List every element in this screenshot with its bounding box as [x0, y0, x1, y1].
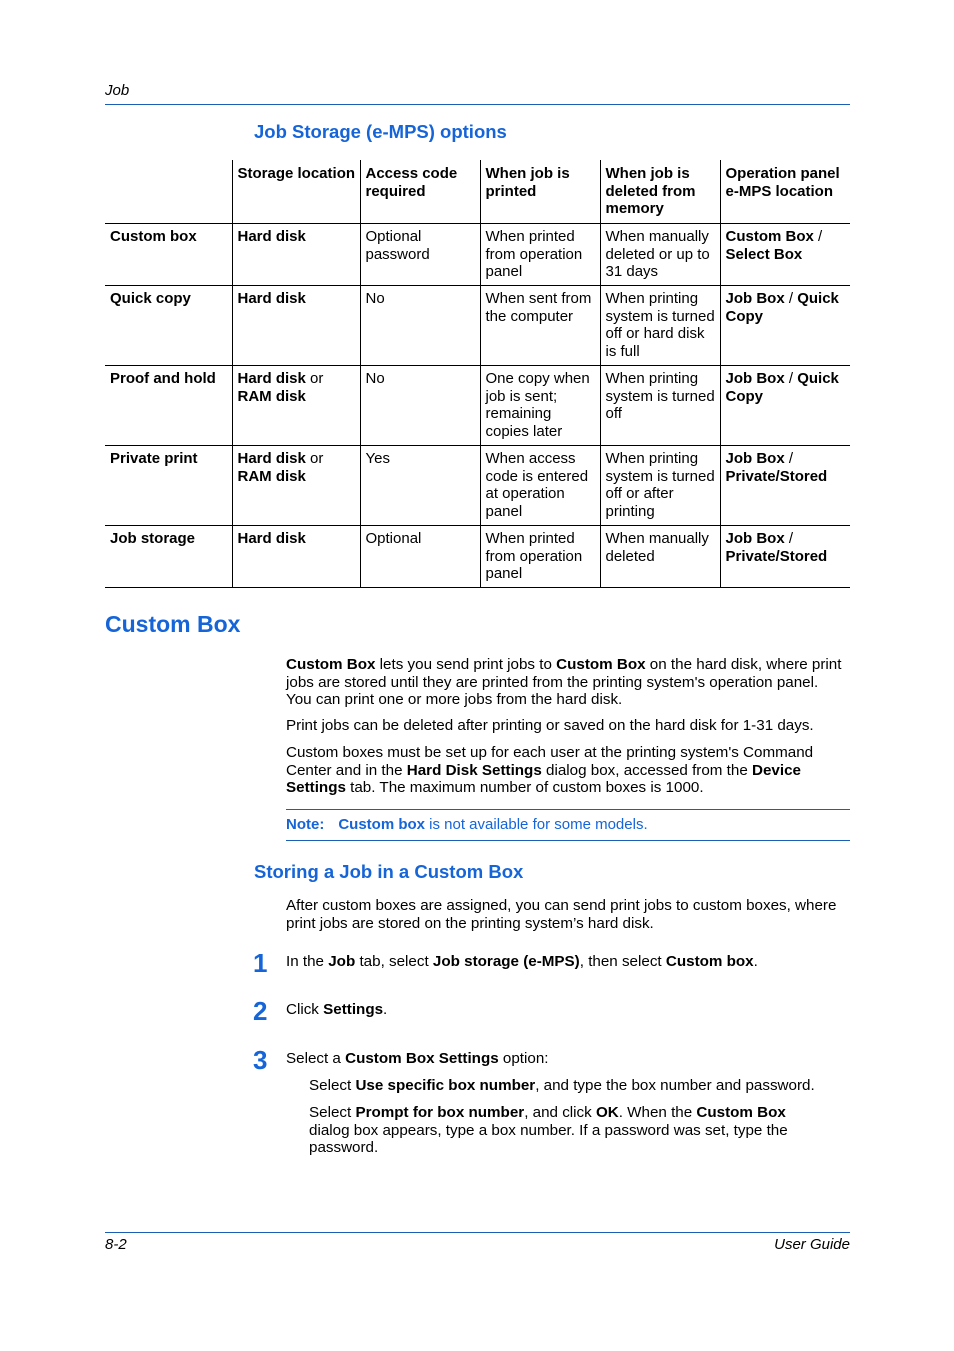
column-header: Operation panel e-MPS location — [720, 160, 850, 224]
page-number: 8-2 — [105, 1236, 127, 1253]
table-header-row — [105, 160, 850, 224]
printed-cell: One copy when job is sent; remaining copies later — [480, 366, 600, 446]
row-label: Private print — [105, 446, 232, 526]
access-cell: No — [360, 286, 480, 366]
step-text: Click Settings. — [286, 1001, 388, 1018]
table-title: Job Storage (e-MPS) options — [254, 121, 507, 142]
note-box — [286, 809, 850, 841]
sub-step: Select Prompt for box number, and click OK. When the Custom Box dialog box appears, type a box number. If a password was set, type the password. — [309, 1104, 788, 1157]
note-text: Note: Custom box is not available for some models. — [286, 816, 648, 833]
storage-value: RAM disk — [237, 387, 306, 405]
column-header: Access code required — [360, 160, 480, 224]
running-header: Job — [105, 82, 130, 99]
storage-value: RAM disk — [237, 467, 306, 485]
row-label: Custom box — [105, 224, 232, 286]
footer-rule — [105, 1232, 850, 1233]
sub-step: Select Use specific box number, and type the box number and password. — [309, 1077, 815, 1094]
printed-cell: When sent from the computer — [480, 286, 600, 366]
panel-value: Quick Copy — [725, 290, 839, 325]
guide-title: User Guide — [774, 1236, 850, 1253]
storage-cell — [232, 526, 360, 588]
custom-box-paragraph-2: Print jobs can be deleted after printing or saved on the hard disk for 1-31 days. — [286, 717, 814, 734]
panel-cell — [720, 224, 850, 286]
table-row — [105, 526, 850, 588]
deleted-cell: When printing system is turned off — [600, 366, 720, 446]
table-row — [105, 286, 850, 366]
custom-box-heading: Custom Box — [105, 611, 241, 637]
separator: / — [784, 530, 794, 547]
deleted-cell: When manually deleted — [600, 526, 720, 588]
step-number: 3 — [253, 1045, 268, 1075]
header-rule — [105, 104, 850, 105]
deleted-cell: When printing system is turned off or after printing — [600, 446, 720, 526]
step-number: 2 — [253, 996, 268, 1026]
panel-value: Custom Box — [725, 228, 814, 245]
row-label: Proof and hold — [105, 366, 232, 446]
column-header: When job is printed — [480, 160, 600, 224]
job-storage-options-table — [105, 160, 850, 588]
panel-cell — [720, 446, 850, 526]
storage-cell — [232, 366, 360, 446]
step-number: 1 — [253, 948, 268, 978]
note-label: Note: — [286, 816, 325, 833]
column-header: When job is deleted from memory — [600, 160, 720, 224]
access-cell: Yes — [360, 446, 480, 526]
separator: / — [784, 370, 798, 387]
table-row — [105, 366, 850, 446]
separator: / — [784, 450, 794, 467]
panel-value: Job Box — [725, 370, 785, 387]
storage-cell — [232, 446, 360, 526]
access-cell: Optional — [360, 526, 480, 588]
access-cell: Optional password — [360, 224, 480, 286]
panel-value: Job Box — [725, 450, 785, 467]
storage-cell — [232, 286, 360, 366]
storage-value: Hard disk — [237, 450, 306, 467]
storing-heading: Storing a Job in a Custom Box — [254, 861, 524, 882]
printed-cell: When printed from operation panel — [480, 526, 600, 588]
step-text: In the Job tab, select Job storage (e-MPS), then select Custom box. — [286, 953, 758, 970]
panel-value: Job Box — [725, 290, 785, 307]
storage-or: or — [305, 370, 324, 387]
table-row — [105, 446, 850, 526]
storing-intro: After custom boxes are assigned, you can send print jobs to custom boxes, where print jobs are stored on the printing system’s hard disk. — [286, 897, 837, 932]
panel-cell — [720, 526, 850, 588]
access-cell: No — [360, 366, 480, 446]
storage-value: Hard disk — [237, 290, 306, 307]
storage-value: Hard disk — [237, 370, 306, 387]
panel-value: Private/Stored — [725, 547, 828, 565]
storage-cell — [232, 224, 360, 286]
custom-box-paragraph-1: Custom Box lets you send print jobs to Custom Box on the hard disk, where print jobs are stored until they are printed from the printing system's operation panel. You can print one or more jobs from the hard disk. — [286, 656, 842, 709]
deleted-cell: When printing system is turned off or hard disk is full — [600, 286, 720, 366]
table-row — [105, 224, 850, 286]
panel-value: Job Box — [725, 530, 785, 547]
panel-cell — [720, 366, 850, 446]
column-header — [105, 160, 232, 224]
deleted-cell: When manually deleted or up to 31 days — [600, 224, 720, 286]
panel-cell — [720, 286, 850, 366]
separator: / — [813, 228, 823, 245]
storage-or: or — [305, 450, 324, 467]
panel-value: Select Box — [725, 245, 803, 263]
row-label: Job storage — [105, 526, 232, 588]
printed-cell: When access code is entered at operation panel — [480, 446, 600, 526]
printed-cell: When printed from operation panel — [480, 224, 600, 286]
step-text: Select a Custom Box Settings option: — [286, 1050, 549, 1067]
row-label: Quick copy — [105, 286, 232, 366]
column-header: Storage location — [232, 160, 360, 224]
panel-value: Quick Copy — [725, 370, 839, 405]
storage-value: Hard disk — [237, 228, 306, 245]
custom-box-paragraph-3: Custom boxes must be set up for each user at the printing system's Command Center and in the Hard Disk Settings dialog box, accessed from the Device Settings tab. The maximum number of custom boxes is 1000. — [286, 744, 814, 797]
storage-value: Hard disk — [237, 530, 306, 547]
panel-value: Private/Stored — [725, 467, 828, 485]
separator: / — [784, 290, 798, 307]
